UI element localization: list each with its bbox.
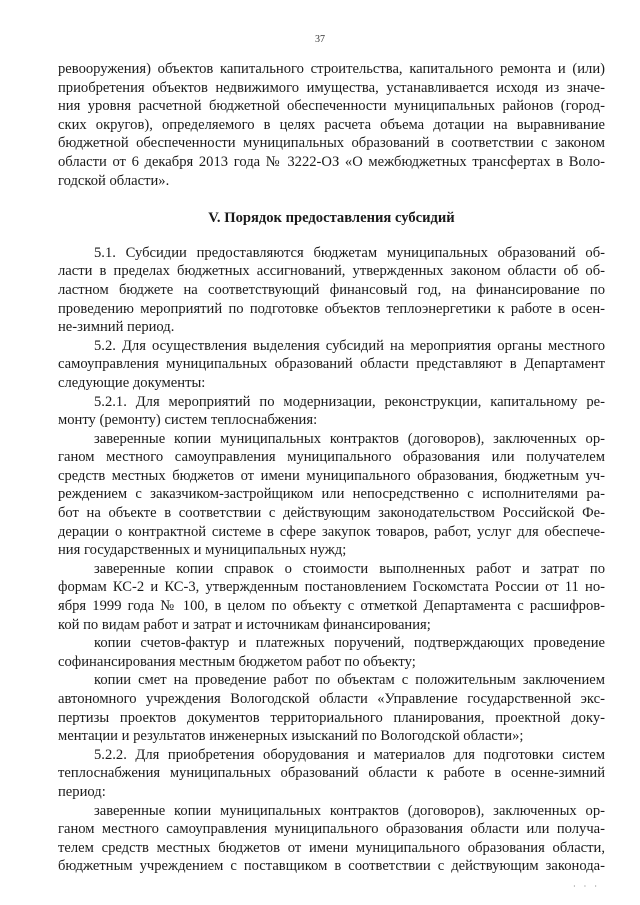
text-line: следующие документы: — [58, 374, 206, 391]
section-body — [58, 244, 605, 876]
text-line: проведению мероприятий по подготовке объектов теплоэнергетики к работе в осен- — [58, 300, 605, 317]
text-line: не-зимний период. — [58, 319, 175, 336]
text-line: приобретения объектов недвижимого имущества, устанавливается исходя из значе- — [58, 79, 605, 96]
text-line: ганом местного самоуправления муниципального образования или получателем — [58, 449, 605, 466]
text-line: формам КС-2 и КС-3, утвержденным постановлением Госкомстата России от 11 но- — [58, 579, 605, 596]
text-line: кой по видам работ и затрат и источникам финансирования; — [58, 616, 431, 633]
text-line: пертизы проектов документов территориального планирования, проектной доку- — [58, 709, 605, 726]
text-line: ября 1999 года № 100, в целом по объекту с отметкой Департамента с расшифров- — [58, 598, 605, 615]
text-line: бюджетной обеспеченности муниципальных образований в соответствии с законом — [58, 135, 605, 152]
text-line: автономного учреждения Вологодской области «Управление государственной экс- — [58, 691, 605, 707]
section-title: V. Порядок предоставления субсидий — [208, 210, 455, 227]
text-line: ментации и результатов инженерных изысканий по Вологодской области»; — [58, 728, 524, 745]
text-line: телем средств местных бюджетов от имени муниципального образования области, — [58, 839, 605, 856]
text-line: монту (ремонту) систем теплоснабжения: — [58, 412, 318, 429]
text-line: бот на объекте в соответствии с действующим законодательством Российской Фе- — [58, 505, 605, 522]
text-line: бюджетным учреждением с поставщиком в соответствии с действующим законода- — [58, 858, 605, 875]
text-line: заверенные копии муниципальных контрактов (договоров), заключенных ор- — [94, 802, 605, 819]
text-line: средств местных бюджетов от имени муниципального образования, бюджетным уч- — [58, 467, 605, 484]
text-line: 5.2. Для осуществления выделения субсидий на мероприятия органы местного — [94, 337, 605, 354]
text-line: реждением с заказчиком-застройщиком или непосредственно с исполнителями ра- — [58, 486, 605, 503]
text-line: заверенные копии справок о стоимости выполненных работ и затрат по — [94, 560, 605, 577]
intro-paragraph — [58, 60, 605, 190]
text-line: самоуправления муниципальных образований области представляют в Департамент — [58, 356, 605, 373]
text-line: ласти в пределах бюджетных ассигнований, утвержденных законом области об об- — [58, 263, 605, 280]
text-line: дерации о контрактной системе в сфере закупок товаров, работ, услуг для обеспече- — [58, 523, 605, 540]
text-line: 5.1. Субсидии предоставляются бюджетам муниципальных образований об- — [94, 244, 605, 261]
page-number: 37 — [315, 34, 325, 45]
text-line: 5.2.1. Для мероприятий по модернизации, реконструкции, капитальному ре- — [94, 393, 605, 410]
text-line: ганом местного самоуправления муниципального образования области или получа- — [58, 821, 605, 838]
text-line: ния уровня расчетной бюджетной обеспеченности муниципальных районов (город- — [58, 98, 605, 115]
text-line: заверенные копии муниципальных контрактов (договоров), заключенных ор- — [94, 430, 605, 447]
document-body — [58, 60, 605, 876]
text-line: копии смет на проведение работ по объектам с положительным заключением — [94, 672, 605, 689]
text-line: софинансирования местным бюджетом работ по объекту; — [58, 653, 416, 670]
text-line: годской области». — [58, 172, 170, 189]
text-line: ния государственных и муниципальных нужд; — [58, 542, 347, 559]
text-line: копии счетов-фактур и платежных поручений, подтверждающих проведение — [94, 635, 605, 652]
text-line: период: — [58, 783, 106, 800]
text-line: теплоснабжения муниципальных образований области к работе в осенне-зимний — [58, 765, 605, 782]
text-line: 5.2.2. Для приобретения оборудования и материалов для подготовки систем — [94, 746, 605, 763]
text-line: ских округов), определяемого в целях расчета объема дотации на выравнивание — [58, 116, 605, 133]
footer-scan-mark: · · · — [573, 882, 600, 891]
text-line: области от 6 декабря 2013 года № 3222-ОЗ «О межбюджетных трансфертах в Воло- — [58, 153, 605, 170]
text-line: ластном бюджете на соответствующий финансовый год, на финансирование по — [58, 281, 605, 298]
text-line: ревооружения) объектов капитального строительства, капитального ремонта и (или) — [58, 61, 605, 77]
